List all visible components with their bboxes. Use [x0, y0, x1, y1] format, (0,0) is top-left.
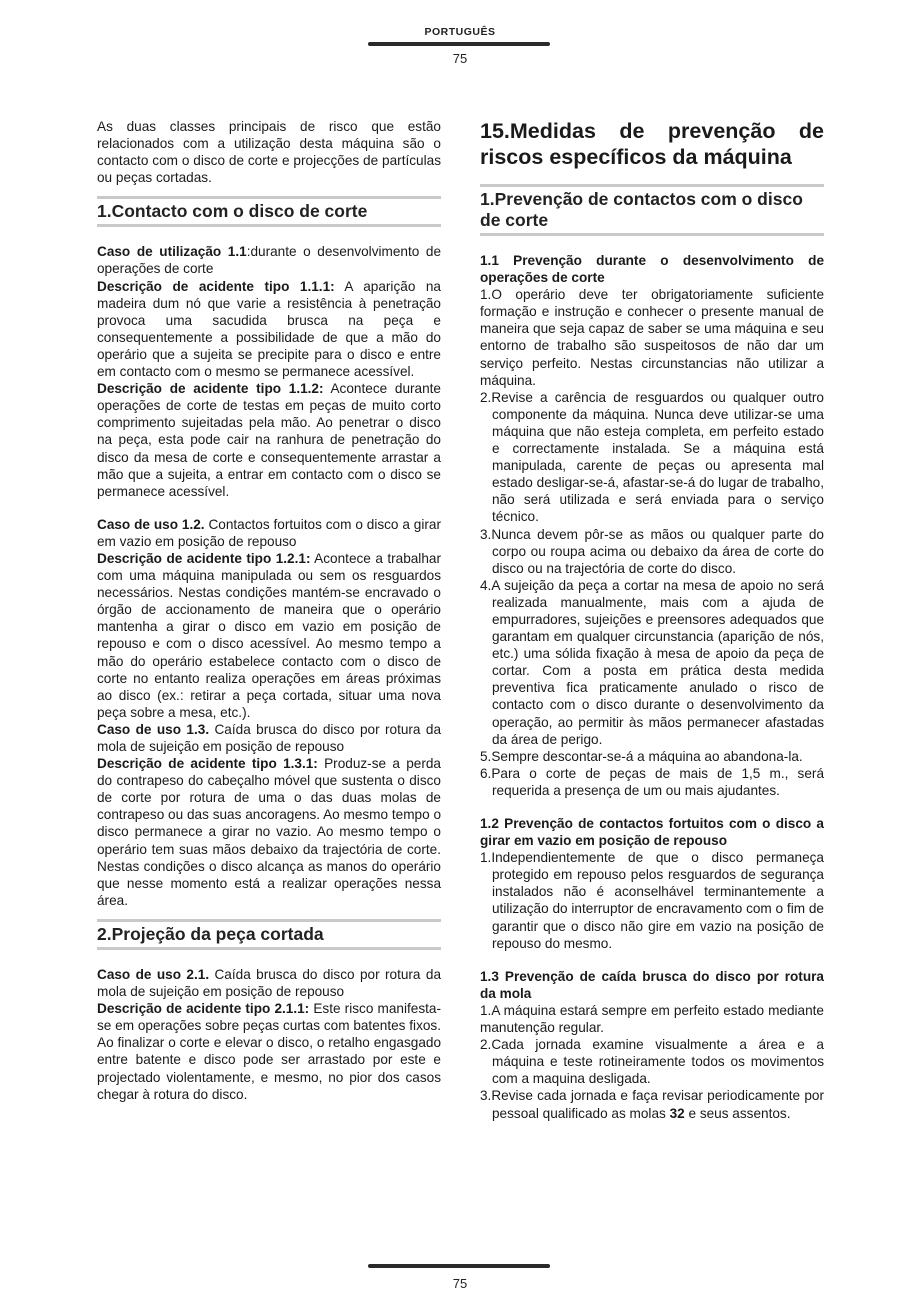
- item-1-3-3-text: 3.Revise cada jornada e faça revisar periodicamente por pessoal qualificado as molas: [480, 1088, 824, 1121]
- item-1-1-5: 5.Sempre descontar-se-á a máquina ao abandona-la.: [480, 748, 803, 764]
- accident-1-2-1: [97, 550, 441, 721]
- accident-2-1-1: [97, 1000, 441, 1103]
- item-1-3-2: 2.Cada jornada examine visualmente a área e a máquina e teste rotineiramente todos os movimentos com a maquina desligada.: [480, 1037, 824, 1087]
- spring-reference-number: 32: [669, 1105, 685, 1121]
- section-projecao-title: 2.Projeção da peça cortada: [97, 919, 441, 950]
- accident-1-1-1: [97, 278, 441, 381]
- section-contacto-title: 1.Contacto com o disco de corte: [97, 196, 441, 227]
- case-2-1: [97, 966, 441, 1000]
- header-language: PORTUGUÊS: [424, 26, 496, 38]
- footer-page-number: 75: [452, 1276, 468, 1291]
- accident-1-1-1-text: A aparição na madeira dum nó que varie a resistência à penetração provoca uma sacudida brusca na peça e consequentemente a possibilidade de que a mão do operário que a sujeita se precipite para o disco e entre em contacto com o mesmo se permanece acessível.: [97, 278, 441, 380]
- item-1-3-3-tail: e seus assentos.: [684, 1105, 791, 1121]
- accident-1-2-1-text: Acontece a trabalhar com uma máquina manipulada ou sem os resguardos necessários. Nestas condições mantém-se encravado o órgão de accionamento de maneira que o operário mantenha a girar o disco em vazio em posição de repouso e com o disco acessível. Ao mesmo tempo a mão do operário estabelece contacto com o disco de corte no entanto realiza operações em áreas próximas ao disco (ex.: retirar a peça cortada, situar uma nova peça sobre a mesa, etc.).: [97, 550, 441, 720]
- case-1-2-label: Caso de uso 1.2.: [97, 516, 205, 532]
- footer-divider: [368, 1264, 550, 1268]
- subsection-1-1-title: 1.1 Prevenção durante o desenvolvimento de operações de corte: [480, 253, 824, 286]
- accident-2-1-1-text: Este risco manifesta-se em operações sobre peças curtas com batentes fixos. Ao finalizar o corte e elevar o disco, o retalho engasgado entre batente e disco pode ser arrastado por este e projectado violentamente, e mesmo, no pior dos casos chegar à rotura do disco.: [97, 1001, 441, 1102]
- item-1-1-3: 3.Nunca devem pôr-se as mãos ou qualquer parte do corpo ou roupa acima ou debaixo da área de corte do disco ou na trajectória de corte do disco.: [480, 526, 824, 576]
- case-2-1-label: Caso de uso 2.1.: [97, 966, 210, 982]
- intro-paragraph: As duas classes principais de risco que estão relacionados com a utilização desta máquina são o contacto com o disco de corte e projecções de partículas ou peças cortadas.: [97, 119, 441, 186]
- case-1-1-text: :durante o desenvolvimento de operações de corte: [97, 244, 441, 277]
- item-1-2-1: 1.Independientemente de que o disco permaneça protegido em repouso pelos resguardos de segurança instalados não é aconselhável terminantemente a utilização do interruptor de encravamento com o fim de garantir que o disco não gire em vazio na posição de repouso do mesmo.: [480, 850, 824, 951]
- item-1-1-1: 1.O operário deve ter obrigatoriamente suficiente formação e instrução e conhecer o presente manual de maneira que seja capaz de saber se uma máquina e seu entorno de trabalho são suspeitosos de não dar um serviço perfeito. Nestas circunstancias não utilizar a máquina.: [480, 287, 824, 388]
- chapter-title: 15.Medidas de prevenção de riscos específicos da máquina: [480, 119, 824, 169]
- item-1-1-4: 4.A sujeição da peça a cortar na mesa de apoio no será realizada manualmente, mais com a ajuda de empurradores, sujeições e preensores adequados que garantam em qualquer circunstancia (aparição de nós, etc.) uma sólida fixação à mesa de apoio da peça de cortar. Com a posta em prática desta medida preventiva fica praticamente anulado o risco de contacto com o disco durante o desenvolvimento da operação, ao permitir às mãos permanecer afastadas da área de perigo.: [480, 577, 824, 747]
- case-2-1-text: Caída brusca do disco por rotura da mola de sujeição em posição de repouso: [97, 966, 441, 1000]
- case-1-3-label: Caso de uso 1.3.: [97, 721, 210, 737]
- header-page-number: 75: [452, 51, 468, 66]
- header-divider: [368, 42, 550, 46]
- left-column: [97, 118, 441, 1103]
- accident-1-3-1-text: Produz-se a perda do contrapeso do cabeçalho móvel que sustenta o disco de corte por rotura de uma o das duas molas de contrapeso ou das suas ancoragens. Ao mesmo tempo o disco permanece a girar no vazio. Ao mesmo tempo o operário tem suas mãos debaixo da trajectória de corte. Nestas condições o disco alcança as manos do operário que nesse momento está a realizar operações nessa área.: [97, 756, 441, 908]
- case-1-2-text: Contactos fortuitos com o disco a girar em vazio em posição de repouso: [97, 516, 441, 549]
- accident-1-3-1: [97, 755, 441, 909]
- case-1-1: [97, 243, 441, 277]
- section-prevencao-title: 1.Prevenção de contactos com o disco de corte: [480, 184, 824, 236]
- subsection-1-3-title: 1.3 Prevenção de caída brusca do disco por rotura da mola: [480, 968, 824, 1001]
- case-1-3: [97, 721, 441, 755]
- item-1-3-3: [480, 1087, 824, 1121]
- accident-1-1-2-text: Acontece durante operações de corte de testas em peças de muito corto comprimento sujeitadas pela mão. Ao penetrar o disco na peça, esta pode cair na ranhura de penetração do disco da mesa de corte e consequentemente arrastar a mão que a sujeita, a entrar em contacto com o disco se permanece acessível.: [97, 381, 441, 499]
- accident-1-1-1-label: Descrição de acidente tipo 1.1.1:: [97, 278, 335, 294]
- accident-1-1-2: [97, 380, 441, 500]
- item-1-1-2: 2.Revise a carência de resguardos ou qualquer outro componente da máquina. Nunca deve utilizar-se uma máquina que não esteja completa, em perfeito estado e correctamente instalada. Se a máquina está manipulada, carente de peças ou apresenta mal estado desligar-se-á, afastar-se-á do lugar de trabalho, não será utilizada e será enviada para o serviço técnico.: [480, 389, 824, 525]
- accident-1-2-1-label: Descrição de acidente tipo 1.2.1:: [97, 550, 311, 566]
- case-1-2: [97, 516, 441, 550]
- case-1-1-label: Caso de utilização 1.1: [97, 244, 247, 260]
- case-1-3-text: Caída brusca do disco por rotura da mola de sujeição em posição de repouso: [97, 721, 441, 754]
- item-1-1-6: 6.Para o corte de peças de mais de 1,5 m., será requerida a presença de um ou mais ajudantes.: [480, 765, 824, 798]
- accident-2-1-1-label: Descrição de acidente tipo 2.1.1:: [97, 1001, 310, 1017]
- right-column: [480, 118, 824, 1122]
- accident-1-3-1-label: Descrição de acidente tipo 1.3.1:: [97, 756, 318, 772]
- subsection-1-2-title: 1.2 Prevenção de contactos fortuitos com o disco a girar em vazio em posição de repouso: [480, 816, 824, 849]
- item-1-3-1: 1.A máquina estará sempre em perfeito estado mediante manutenção regular.: [480, 1002, 824, 1036]
- accident-1-1-2-label: Descrição de acidente tipo 1.1.2:: [97, 381, 324, 397]
